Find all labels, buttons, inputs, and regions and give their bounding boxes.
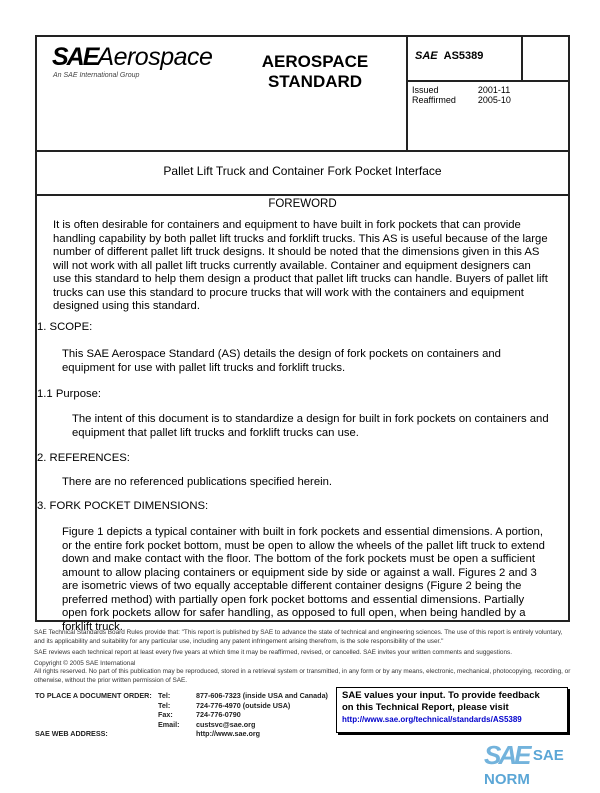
logo-aerospace: Aerospace [97, 43, 213, 71]
contact-value: 877-606-7323 (inside USA and Canada) [196, 691, 328, 700]
watermark-text: SAE NORM [484, 747, 564, 788]
contact-value: 724-776-0790 [196, 710, 241, 720]
section-heading: 1.1 Purpose: [37, 388, 102, 400]
sae-mark: SAE [415, 50, 438, 62]
section-heading: 1. SCOPE: [37, 321, 93, 333]
divider [35, 150, 568, 152]
logo-sae: SAE [52, 43, 98, 71]
contact-label: Tel: [158, 691, 171, 700]
feedback-line: SAE values your input. To provide feedback [342, 690, 540, 701]
watermark-sae: SAE [484, 740, 529, 770]
document-title: Pallet Lift Truck and Container Fork Pocket Interface [163, 164, 442, 178]
feedback-line: on this Technical Report, please visit [342, 702, 509, 713]
foreword-heading: FOREWORD [268, 198, 337, 210]
contact-label: Email: [158, 719, 180, 729]
issued-date: 2001-11 [477, 85, 511, 95]
section-text: There are no referenced publications specified herein. [62, 476, 333, 488]
section-heading: 2. REFERENCES: [37, 452, 130, 464]
logo-subtitle: An SAE International Group [53, 72, 140, 79]
dates-table [412, 85, 533, 105]
tsb-rules: SAE Technical Standards Board Rules provide that: "This report is published by SAE to advance the state of technical and engineering sciences. The use of this report is entirely voluntary, and its applicability and suitability for any particular use, including any patent infringement arising therefrom, is the sole responsibility of the user." [34, 629, 563, 645]
sae-aerospace-logo [52, 44, 212, 70]
issued-label: Issued [412, 85, 439, 95]
divider [521, 35, 523, 80]
foreword-text: It is often desirable for containers and equipment to have built in fork pockets that can provide handling capability by both pallet lift trucks and forklift trucks. This AS is useful because of the large number of different pallet lift truck designs. It should be noted that the dimensions given in this AS will not work with all pallet lift trucks currently available. Container and equipment designers can use this standard to help them design a product that pallet lift trucks can handle. Buyers of pallet lift trucks can use this standard to procure trucks that will work with the containers and equipment designed using this standard. [53, 219, 548, 312]
rights-note: All rights reserved. No part of this publication may be reproduced, stored in a retrieval system or transmitted, in any form or by any means, electronic, mechanical, photocopying, recording, or otherwise, without the prior written permission of SAE. [34, 668, 571, 684]
contact-value: custsvc@sae.org [196, 719, 256, 729]
standard-type: AEROSPACE STANDARD [261, 52, 369, 91]
copyright: Copyright © 2005 SAE International [34, 660, 136, 667]
divider [406, 35, 408, 150]
contact-value: 724-776-4970 (outside USA) [196, 700, 291, 710]
contact-label: Tel: [158, 700, 171, 710]
reaffirmed-label: Reaffirmed [412, 95, 456, 105]
document-number [415, 50, 483, 62]
section-text: Figure 1 depicts a typical container with built in fork pockets and essential dimensions. A portion, or the entire fork pocket bottom, must be open to allow the wheels of the pallet lift truck to extend down and make contact with the floor. The bottom of the fork pockets must be open a sufficient amount to allow placing containers or equipment side by side or against a wall. Figures 2 and 3 are isometric views of two equally acceptable different container designs (Figure 2 being the preferred method) with partially open fork pocket bottoms and essential dimensions. Partially open fork pockets allow for safer handling, as opposed to full open, when being handled by a forklift truck. [62, 526, 545, 633]
web-label: SAE WEB ADDRESS: [35, 729, 108, 738]
order-label: TO PLACE A DOCUMENT ORDER: [35, 691, 152, 700]
contacts [158, 691, 338, 739]
feedback-box [336, 687, 568, 733]
divider [35, 194, 568, 196]
section-text: The intent of this document is to standardize a design for built in fork pockets on containers and equipment that pallet lift trucks and forklift trucks can use. [72, 413, 549, 439]
section-text: This SAE Aerospace Standard (AS) details the design of fork pockets on containers and equipment for use with pallet lift trucks and forklift trucks. [62, 348, 501, 374]
review-note: SAE reviews each technical report at least every five years at which time it may be reaffirmed, revised, or cancelled. SAE invites your written comments and suggestions. [34, 649, 512, 656]
reaffirmed-date: 2005-10 [477, 95, 511, 105]
divider [406, 80, 568, 82]
web-address[interactable]: http://www.sae.org [196, 729, 261, 739]
feedback-link[interactable]: http://www.sae.org/technical/standards/AS5389 [342, 715, 522, 724]
doc-number: AS5389 [443, 50, 484, 62]
sae-norm-watermark [484, 740, 600, 793]
contact-label: Fax: [158, 710, 173, 720]
section-heading: 3. FORK POCKET DIMENSIONS: [37, 500, 209, 512]
